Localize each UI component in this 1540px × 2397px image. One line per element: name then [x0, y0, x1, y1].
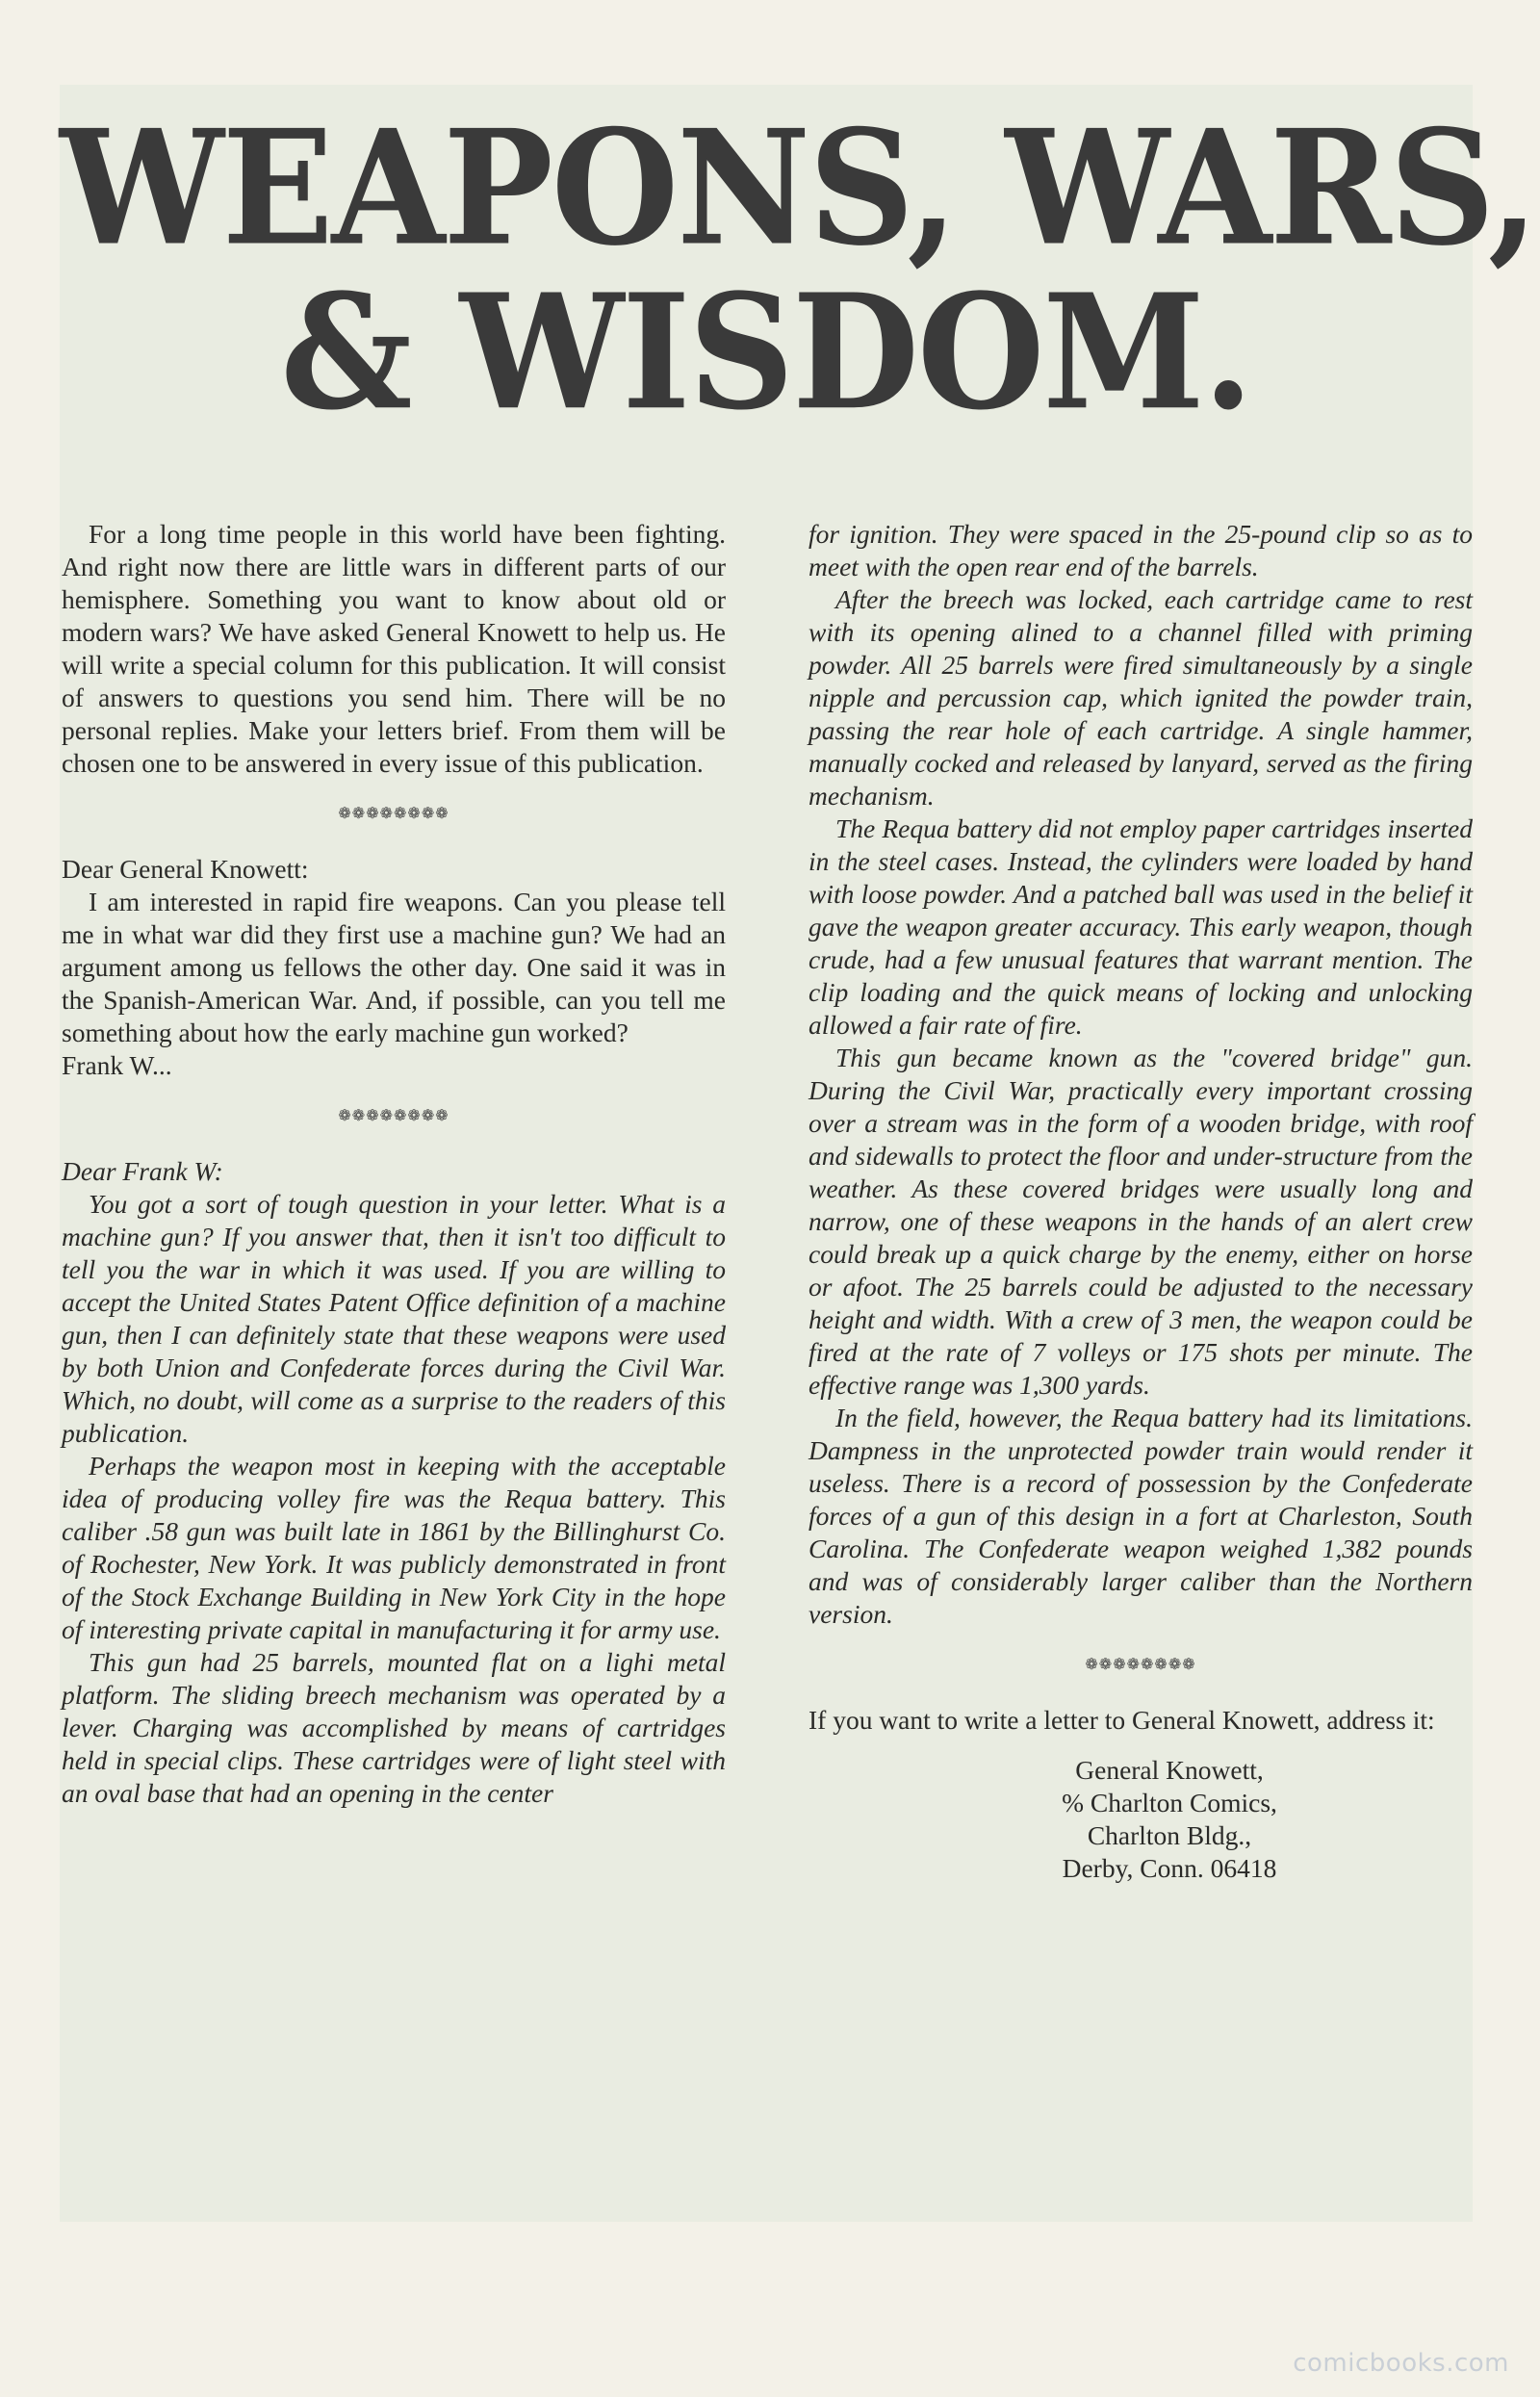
reply-paragraph: This gun had 25 barrels, mounted flat on a lighi metal platform. The sliding breech mechanism was operated by a lever. Charging was accomplished by means of cartridges held in special clips. These cartridges were of light steel with an oval base that had an opening in the center: [62, 1647, 726, 1808]
reply-paragraph: The Requa battery did not employ paper cartridges inserted in the steel cases. Instead, the cylinders were loaded by hand with loose powder. And a patched ball was used in the belief it gave the weapon greater accuracy. This early weapon, though crude, had a few unusual features that warrant mention. The clip loading and the quick means of locking and unlocking allowed a fair rate of fire.: [808, 813, 1473, 1040]
letter-signature: Frank W...: [62, 1050, 172, 1080]
reply-paragraph: You got a sort of tough question in your letter. What is a machine gun? If you answer that, then it isn't too difficult to tell you the war in which it was used. If you are willing to accept the United States Patent Office definition of a machine gun, then I can definitely state that these weapons were used by both Union and Confederate forces during the Civil War. Which, no doubt, will come as a surprise to the readers of this publication.: [62, 1189, 726, 1448]
separator-ornament: ❁❁❁❁❁❁❁❁: [338, 806, 449, 822]
closing-text: If you want to write a letter to General Knowett, address it:: [808, 1705, 1435, 1735]
separator-ornament: ❁❁❁❁❁❁❁❁: [338, 1108, 449, 1124]
headline-line-2: & WISDOM.: [280, 258, 1252, 446]
mailing-address: [808, 1754, 1473, 1885]
reply-paragraph: In the field, however, the Requa battery had its limitations. Dampness in the unprotected powder train would render it useless. There is a record of possession by the Confederate forces of a gun of this design in a fort at Charleston, South Carolina. The Confederate weapon weighed 1,382 pounds and was of considerably larger caliber than the Northern version.: [808, 1403, 1473, 1629]
address-line: General Knowett,: [1075, 1755, 1264, 1785]
address-line: Charlton Bldg.,: [1087, 1820, 1252, 1850]
address-line: Derby, Conn. 06418: [1062, 1853, 1277, 1883]
reply-continuation: for ignition. They were spaced in the 25-pound clip so as to meet with the open rear end of the barrels.: [808, 519, 1473, 581]
reply-paragraph: After the breech was locked, each cartridge came to rest with its opening alined to a channel filled with priming powder. All 25 barrels were fired simultaneously by a single nipple and percussion cap, which ignited the powder train, passing the rear hole of each cartridge. A single hammer, manually cocked and released by lanyard, served as the firing mechanism.: [808, 584, 1473, 811]
letter-salutation: Dear General Knowett:: [62, 854, 309, 884]
address-line: % Charlton Comics,: [1062, 1788, 1277, 1817]
reply-salutation: Dear Frank W:: [62, 1156, 223, 1186]
headline: [60, 94, 1537, 446]
separator-ornament: ❁❁❁❁❁❁❁❁: [1085, 1657, 1196, 1673]
intro-paragraph: For a long time people in this world have been fighting. And right now there are little wars in different parts of our hemisphere. Something you want to know about old or modern wars? We have asked General Knowett to help us. He will write a special column for this publication. It will consist of answers to questions you send him. There will be no personal replies. Make your letters brief. From them will be chosen one to be answered in every issue of this publication.: [62, 519, 726, 778]
reply-paragraph: This gun became known as the "covered bridge" gun. During the Civil War, practically every important crossing over a stream was in the form of a wooden bridge, with roof and sidewalls to protect the floor and under-structure from the weather. As these covered bridges were usually long and narrow, one of these weapons in the hands of an alert crew could break up a quick charge by the enemy, either on horse or afoot. The 25 barrels could be adjusted to the necessary height and width. With a crew of 3 men, the weapon could be fired at the rate of 7 volleys or 175 shots per minute. The effective range was 1,300 yards.: [808, 1043, 1473, 1400]
watermark: comicbooks.com: [1293, 2349, 1509, 2378]
reply-paragraph: Perhaps the weapon most in keeping with the acceptable idea of producing volley fire was the Requa battery. This caliber .58 gun was built late in 1861 by the Billinghurst Co. of Rochester, New York. It was publicly demonstrated in front of the Stock Exchange Building in New York City in the hope of interesting private capital in manufacturing it for army use.: [62, 1451, 726, 1644]
right-column: [808, 518, 1473, 1885]
letter-body: I am interested in rapid fire weapons. Can you please tell me in what war did they first use a machine gun? We had an argument among us fellows the other day. One said it was in the Spanish-American War. And, if possible, can you tell me something about how the early machine gun worked?: [62, 887, 726, 1047]
headline-line-1: WEAPONS, WARS,: [60, 94, 1537, 281]
left-column: [62, 518, 726, 1810]
